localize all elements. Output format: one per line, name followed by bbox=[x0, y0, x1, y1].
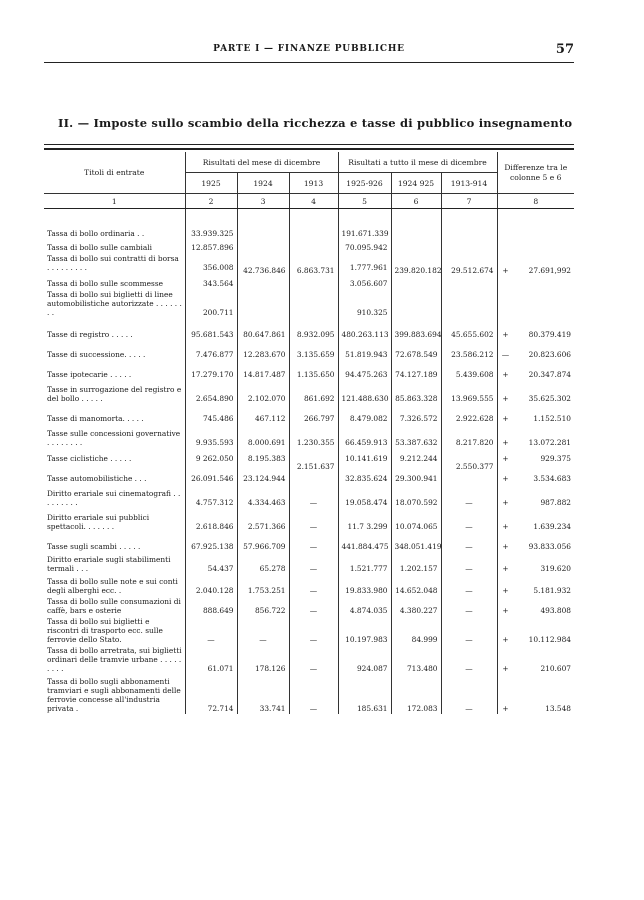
table-row bbox=[44, 424, 574, 448]
value-1913-914: — bbox=[441, 574, 497, 596]
group2-header: Risultati a tutto il mese di dicembre bbox=[338, 152, 497, 173]
value-1913-914: — bbox=[441, 508, 497, 532]
value-1913-914: — bbox=[441, 596, 497, 616]
value-1925: 4.757.312 bbox=[185, 484, 237, 508]
col-number: 7 bbox=[441, 194, 497, 209]
value-1924-925: 4.380.227 bbox=[391, 596, 441, 616]
value-1925-926: 70.095.942 bbox=[338, 239, 391, 253]
value-1924: 4.334.463 bbox=[237, 484, 289, 508]
diff-value: 929.375 bbox=[540, 454, 571, 463]
value-1924: 2.102.070 bbox=[237, 380, 289, 404]
diff-sign: + bbox=[502, 266, 509, 275]
value-1925: 61.071 bbox=[185, 645, 237, 674]
value-1925: 7.476.877 bbox=[185, 340, 237, 360]
value-1925: 9.935.593 bbox=[185, 424, 237, 448]
value-1924: 8.195.383 bbox=[237, 448, 289, 464]
row-label: Diritto erariale sugli stabilimenti termali . . . bbox=[47, 555, 171, 573]
diff-sign: + bbox=[502, 498, 509, 507]
year-header: 1913 bbox=[289, 173, 338, 194]
value-1925-926: 191.671.339 bbox=[338, 223, 391, 239]
value-1925-926: 1.521.777 bbox=[338, 552, 391, 574]
row-label: Tassa di bollo sulle note e sui conti degli alberghi ecc. . bbox=[47, 577, 178, 595]
table-row bbox=[44, 484, 574, 508]
diff-value: 5.181.932 bbox=[533, 586, 571, 595]
value-1913-914: 23.586.212 bbox=[441, 340, 497, 360]
value-1913: — bbox=[289, 532, 338, 552]
value-1925: 2.040.128 bbox=[185, 574, 237, 596]
diff-value: 20.823.606 bbox=[528, 350, 571, 359]
table-row bbox=[44, 508, 574, 532]
value-1925: 9 262.050 bbox=[185, 448, 237, 464]
value-1925: 33.939.325 bbox=[185, 223, 237, 239]
value-1924: 178.126 bbox=[237, 645, 289, 674]
row-label: Tasse di manomorta. . . . . bbox=[47, 414, 144, 423]
value-1913: 1.230.355 bbox=[289, 424, 338, 448]
diff-cell bbox=[497, 674, 574, 714]
year-header: 1913-914 bbox=[441, 173, 497, 194]
col-number: 3 bbox=[237, 194, 289, 209]
diff-cell bbox=[497, 223, 574, 318]
value-1925: 95.681.543 bbox=[185, 318, 237, 340]
table-row bbox=[44, 596, 574, 616]
row-label: Tassa di bollo sulle cambiali bbox=[47, 243, 153, 252]
value-1924-925: 1.202.157 bbox=[391, 552, 441, 574]
value-1925-926: 19.058.474 bbox=[338, 484, 391, 508]
value-1913: 1.135.650 bbox=[289, 360, 338, 380]
value-1913: 8.932.095 bbox=[289, 318, 338, 340]
value-1913-914: — bbox=[441, 532, 497, 552]
diff-cell bbox=[497, 448, 574, 464]
table-row bbox=[44, 404, 574, 424]
value-1913: 266.797 bbox=[289, 404, 338, 424]
group1-header: Risultati del mese di dicembre bbox=[185, 152, 338, 173]
value-1925: 200.711 bbox=[185, 289, 237, 318]
col-number: 5 bbox=[338, 194, 391, 209]
year-header: 1925-926 bbox=[338, 173, 391, 194]
diff-cell bbox=[497, 424, 574, 448]
value-1924: 57.966.709 bbox=[237, 532, 289, 552]
value-1924: 23.124.944 bbox=[237, 464, 289, 484]
col-number: 1 bbox=[44, 194, 185, 209]
diff-value: 3.534.683 bbox=[533, 474, 571, 483]
value-1913: — bbox=[289, 674, 338, 714]
diff-sign: + bbox=[502, 542, 509, 551]
diff-sign: + bbox=[502, 438, 509, 447]
table-top-rule-double bbox=[44, 148, 574, 150]
value-1925: 356.008 bbox=[185, 253, 237, 273]
value-1924: 14.817.487 bbox=[237, 360, 289, 380]
value-1924-925: 74.127.189 bbox=[391, 360, 441, 380]
value-1924: 80.647.861 bbox=[237, 318, 289, 340]
table-row bbox=[44, 223, 574, 239]
value-1924-925: 14.652.048 bbox=[391, 574, 441, 596]
value-1925-926: 19.833.980 bbox=[338, 574, 391, 596]
table-row bbox=[44, 645, 574, 674]
value-1913-914: 2.550.377 bbox=[441, 448, 497, 484]
diff-value: 1.639.234 bbox=[533, 522, 571, 531]
diff-value: 20.347.874 bbox=[528, 370, 571, 379]
value-1924-925: 72.678.549 bbox=[391, 340, 441, 360]
diff-cell bbox=[497, 464, 574, 484]
value-1925: 72.714 bbox=[185, 674, 237, 714]
diff-sign: + bbox=[502, 330, 509, 339]
value-1913-914: — bbox=[441, 484, 497, 508]
value-1924-925: 10.074.065 bbox=[391, 508, 441, 532]
value-1913: — bbox=[289, 596, 338, 616]
diff-sign: + bbox=[502, 564, 509, 573]
value-1913-914: 8.217.820 bbox=[441, 424, 497, 448]
value-1924: 33.741 bbox=[237, 674, 289, 714]
value-1925: 17.279.170 bbox=[185, 360, 237, 380]
diff-value: 35.625.302 bbox=[528, 394, 571, 403]
year-header: 1924 bbox=[237, 173, 289, 194]
table-row bbox=[44, 380, 574, 404]
col-number: 4 bbox=[289, 194, 338, 209]
value-1925-926: 121.488.630 bbox=[338, 380, 391, 404]
col-number: 6 bbox=[391, 194, 441, 209]
value-1925-926: 3.056.607 bbox=[338, 273, 391, 289]
value-1924-925: 713.480 bbox=[391, 645, 441, 674]
header-rule bbox=[44, 62, 574, 63]
diff-sign: + bbox=[502, 635, 509, 644]
value-1924-925: 348.051.419 bbox=[391, 532, 441, 552]
diff-sign: + bbox=[502, 704, 509, 713]
row-label: Tassa di bollo sulle scommesse bbox=[47, 279, 163, 288]
row-label: Tassa di bollo sui contratti di borsa . . . . . . . . . bbox=[47, 254, 179, 272]
value-1913-914: — bbox=[441, 552, 497, 574]
row-label: Tasse di registro . . . . . bbox=[47, 330, 133, 339]
value-1913: — bbox=[289, 616, 338, 645]
value-1925: 12.857.896 bbox=[185, 239, 237, 253]
row-label: Tasse di successione. . . . . bbox=[47, 350, 146, 359]
diff-sign: + bbox=[502, 454, 509, 463]
diff-cell bbox=[497, 360, 574, 380]
value-1925-926: 10.197.983 bbox=[338, 616, 391, 645]
row-label: Tasse automobilistiche . . . bbox=[47, 474, 147, 483]
value-1925: — bbox=[185, 616, 237, 645]
row-label: Tasse sulle concessioni governative . . . . . . . . bbox=[47, 429, 181, 447]
row-label: Tassa di bollo sui biglietti e riscontri di trasporto ecc. sulle ferrovie dello Stato. bbox=[47, 617, 163, 644]
col-title-header: Titoli di entrate bbox=[44, 152, 185, 194]
value-1925: 888.649 bbox=[185, 596, 237, 616]
value-1924: 467.112 bbox=[237, 404, 289, 424]
diff-cell bbox=[497, 380, 574, 404]
value-1924: 65.278 bbox=[237, 552, 289, 574]
value-1925-926: 32.835.624 bbox=[338, 464, 391, 484]
diff-cell bbox=[497, 484, 574, 508]
value-1913: — bbox=[289, 574, 338, 596]
diff-sign: + bbox=[502, 664, 509, 673]
row-label: Tasse sugli scambi . . . . . bbox=[47, 542, 141, 551]
value-1913: — bbox=[289, 508, 338, 532]
col-number: 8 bbox=[497, 194, 574, 209]
value-1925-926: 94.475.263 bbox=[338, 360, 391, 380]
diff-value: 80.379.419 bbox=[528, 330, 571, 339]
diff-cell bbox=[497, 645, 574, 674]
value-1925-926: 480.263.113 bbox=[338, 318, 391, 340]
diff-sign: + bbox=[502, 522, 509, 531]
value-1913-914: 45.655.602 bbox=[441, 318, 497, 340]
row-label: Tasse in surrogazione del registro e del bollo . . . . . bbox=[47, 385, 182, 403]
value-1925-926: 8.479.082 bbox=[338, 404, 391, 424]
value-1924: 42.736.846 bbox=[237, 223, 289, 318]
row-label: Tassa di bollo ordinaria . . bbox=[47, 229, 145, 238]
diff-cell bbox=[497, 508, 574, 532]
value-1913: — bbox=[289, 552, 338, 574]
value-1925-926: 11.7 3.299 bbox=[338, 508, 391, 532]
page-number: 57 bbox=[555, 42, 574, 57]
value-1924-925: 9.212.244 bbox=[391, 448, 441, 464]
diff-value: 93.833.056 bbox=[528, 542, 571, 551]
value-1913-914: 29.512.674 bbox=[441, 223, 497, 318]
value-1924: — bbox=[237, 616, 289, 645]
value-1913: — bbox=[289, 645, 338, 674]
value-1925-926: 51.819.943 bbox=[338, 340, 391, 360]
diff-value: 13.072.281 bbox=[528, 438, 571, 447]
table-body bbox=[44, 209, 574, 715]
value-1924: 12.283.670 bbox=[237, 340, 289, 360]
value-1925: 745.486 bbox=[185, 404, 237, 424]
value-1924: 8.000.691 bbox=[237, 424, 289, 448]
value-1924: 1.753.251 bbox=[237, 574, 289, 596]
table-row bbox=[44, 340, 574, 360]
diff-cell bbox=[497, 318, 574, 340]
diff-value: 493.808 bbox=[540, 606, 571, 615]
diff-value: 987.882 bbox=[540, 498, 571, 507]
diff-cell bbox=[497, 532, 574, 552]
diff-value: 10.112.984 bbox=[528, 635, 571, 644]
table-row bbox=[44, 318, 574, 340]
row-label: Tassa di bollo sugli abbonamenti tramviari e sugli abbonamenti delle ferrovie concesse all'industria privata . bbox=[47, 677, 181, 713]
value-1913: 2.151.637 bbox=[289, 448, 338, 484]
value-1925: 343.564 bbox=[185, 273, 237, 289]
diff-cell bbox=[497, 340, 574, 360]
value-1913: 861.692 bbox=[289, 380, 338, 404]
row-label: Tasse ipotecarie . . . . . bbox=[47, 370, 132, 379]
diff-header: Differenze tra le colonne 5 e 6 bbox=[497, 152, 574, 194]
row-label: Tassa di bollo arretrata, sui biglietti ordinari delle tramvie urbane . . . . . . . . . bbox=[47, 646, 182, 673]
year-header: 1924 925 bbox=[391, 173, 441, 194]
value-1913-914: — bbox=[441, 645, 497, 674]
section-title: II. — Imposte sullo scambio della ricchezza e tasse di pubblico insegnamento bbox=[58, 116, 573, 130]
table-row bbox=[44, 448, 574, 464]
value-1924-925: 85.863.328 bbox=[391, 380, 441, 404]
value-1924: 2.571.366 bbox=[237, 508, 289, 532]
table-row bbox=[44, 360, 574, 380]
value-1925: 26.091.546 bbox=[185, 464, 237, 484]
row-label: Tassa di bollo sulle consumazioni di caffè, bars e osterie bbox=[47, 597, 181, 615]
diff-cell bbox=[497, 404, 574, 424]
value-1925-926: 4.874.035 bbox=[338, 596, 391, 616]
value-1925-926: 10.141.619 bbox=[338, 448, 391, 464]
value-1925-926: 1.777.961 bbox=[338, 253, 391, 273]
table-row bbox=[44, 574, 574, 596]
col-number: 2 bbox=[185, 194, 237, 209]
diff-value: 210.607 bbox=[540, 664, 571, 673]
running-header bbox=[44, 44, 574, 58]
value-1925-926: 185.631 bbox=[338, 674, 391, 714]
running-title: PARTE I — FINANZE PUBBLICHE bbox=[213, 44, 405, 54]
value-1924-925: 18.070.592 bbox=[391, 484, 441, 508]
table-row bbox=[44, 616, 574, 645]
diff-value: 1.152.510 bbox=[533, 414, 571, 423]
table-top-rule bbox=[44, 144, 574, 145]
value-1924: 856.722 bbox=[237, 596, 289, 616]
value-1913-914: — bbox=[441, 674, 497, 714]
row-label: Diritto erariale sui cinematografi . . . . . . . . . bbox=[47, 489, 181, 507]
revenue-table bbox=[44, 152, 574, 714]
value-1913-914: 13.969.555 bbox=[441, 380, 497, 404]
value-1925-926: 910.325 bbox=[338, 289, 391, 318]
row-label: Tasse ciclistiche . . . . . bbox=[47, 454, 132, 463]
value-1913: 3.135.659 bbox=[289, 340, 338, 360]
value-1924-925: 7.326.572 bbox=[391, 404, 441, 424]
value-1925: 54.437 bbox=[185, 552, 237, 574]
value-1913: 6.863.731 bbox=[289, 223, 338, 318]
row-label: Tassa di bollo sui biglietti di linee automobilistiche autorizzate . . . . . . . . bbox=[47, 290, 182, 317]
table-row bbox=[44, 532, 574, 552]
diff-sign: — bbox=[501, 350, 510, 359]
value-1925: 67.925.138 bbox=[185, 532, 237, 552]
value-1913-914: 2.922.628 bbox=[441, 404, 497, 424]
value-1924-925: 399.883.694 bbox=[391, 318, 441, 340]
diff-sign: + bbox=[502, 394, 509, 403]
value-1924-925: 172.083 bbox=[391, 674, 441, 714]
diff-cell bbox=[497, 596, 574, 616]
table-row bbox=[44, 552, 574, 574]
value-1913: — bbox=[289, 484, 338, 508]
value-1924-925: 84.999 bbox=[391, 616, 441, 645]
value-1925-926: 924.087 bbox=[338, 645, 391, 674]
value-1924-925: 53.387.632 bbox=[391, 424, 441, 448]
diff-sign: + bbox=[502, 370, 509, 379]
value-1925: 2.654.890 bbox=[185, 380, 237, 404]
value-1925-926: 441.884.475 bbox=[338, 532, 391, 552]
value-1924-925: 239.820.182 bbox=[391, 223, 441, 318]
diff-value: 319.620 bbox=[540, 564, 571, 573]
diff-cell bbox=[497, 616, 574, 645]
value-1924-925: 29.300.941 bbox=[391, 464, 441, 484]
diff-cell bbox=[497, 574, 574, 596]
diff-value: 27.691,992 bbox=[528, 266, 571, 275]
diff-sign: + bbox=[502, 586, 509, 595]
value-1925: 2.618.846 bbox=[185, 508, 237, 532]
diff-sign: + bbox=[502, 474, 509, 483]
year-header: 1925 bbox=[185, 173, 237, 194]
diff-sign: + bbox=[502, 606, 509, 615]
diff-sign: + bbox=[502, 414, 509, 423]
row-label: Diritto erariale sui pubblici spettacoli. . . . . . . bbox=[47, 513, 150, 531]
value-1913-914: — bbox=[441, 616, 497, 645]
diff-value: 13.548 bbox=[545, 704, 571, 713]
table-row bbox=[44, 674, 574, 714]
value-1925-926: 66.459.913 bbox=[338, 424, 391, 448]
value-1913-914: 5.439.608 bbox=[441, 360, 497, 380]
diff-cell bbox=[497, 552, 574, 574]
